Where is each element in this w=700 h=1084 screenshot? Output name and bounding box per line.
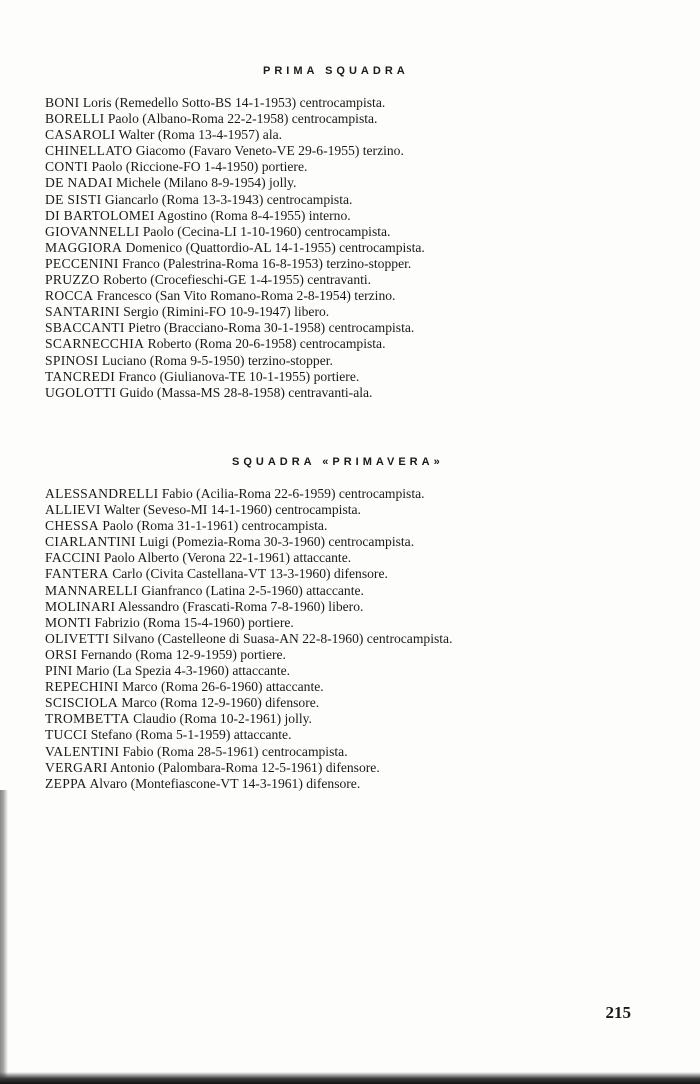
player-entry xyxy=(45,127,425,143)
player-entry xyxy=(45,272,425,288)
player-details: Francesco (San Vito Romano-Roma 2-8-1954) terzino. xyxy=(96,288,396,304)
player-details: Loris (Remedello Sotto-BS 14-1-1953) centrocampista. xyxy=(82,95,386,110)
player-details: Antonio (Palombara-Roma 12-5-1961) difensore. xyxy=(110,759,380,775)
player-surname: ROCCA xyxy=(45,288,94,304)
player-entry xyxy=(45,240,425,256)
player-entry xyxy=(45,776,452,792)
player-details: Sergio (Rimini-FO 10-9-1947) libero. xyxy=(123,304,330,320)
player-entry xyxy=(45,550,452,566)
player-surname: ALESSANDRELLI xyxy=(45,486,159,501)
player-entry xyxy=(45,679,452,695)
player-surname: CHINELLATO xyxy=(45,143,133,159)
player-surname: ORSI xyxy=(45,646,78,662)
player-surname: MANNARELLI xyxy=(45,582,138,598)
player-entry xyxy=(45,208,425,224)
player-entry xyxy=(45,566,452,582)
player-details: Carlo (Civita Castellana-VT 13-3-1960) difensore. xyxy=(112,566,388,582)
player-surname: MAGGIORA xyxy=(45,239,123,255)
player-entry xyxy=(45,175,425,191)
player-surname: MOLINARI xyxy=(45,598,116,614)
player-surname: PRUZZO xyxy=(45,272,100,288)
player-surname: MONTI xyxy=(45,614,92,630)
player-surname: SPINOSI xyxy=(45,352,99,368)
player-entry xyxy=(45,599,452,615)
player-entry xyxy=(45,192,425,208)
player-entry xyxy=(45,534,452,550)
scan-binding-shadow xyxy=(0,790,8,1084)
player-entry xyxy=(45,256,425,272)
player-surname: TROMBETTA xyxy=(45,711,130,727)
player-details: Pietro (Bracciano-Roma 30-1-1958) centrocampista. xyxy=(128,320,415,336)
player-surname: REPECHINI xyxy=(45,679,119,695)
player-surname: DE NADAI xyxy=(45,175,113,191)
player-surname: TUCCI xyxy=(45,727,88,743)
player-surname: CIARLANTINI xyxy=(45,534,136,550)
player-details: Paolo (Riccione-FO 1-4-1950) portiere. xyxy=(91,159,308,175)
player-entry xyxy=(45,744,452,760)
player-entry xyxy=(45,288,425,304)
player-entry xyxy=(45,353,425,369)
player-surname: DE SISTI xyxy=(45,191,102,207)
scan-bottom-edge xyxy=(0,1072,700,1084)
player-details: Marco (Roma 12-9-1960) difensore. xyxy=(121,695,320,711)
player-entry xyxy=(45,615,452,631)
player-surname: FANTERA xyxy=(45,566,109,582)
player-details: Paolo Alberto (Verona 22-1-1961) attaccante. xyxy=(103,550,352,566)
player-details: Franco (Giulianova-TE 10-1-1955) portiere. xyxy=(118,368,360,384)
player-details: Franco (Palestrina-Roma 16-8-1953) terzino-stopper. xyxy=(122,255,412,271)
player-surname: GIOVANNELLI xyxy=(45,223,140,239)
roster-squadra-primavera xyxy=(45,486,452,792)
player-details: Domenico (Quattordio-AL 14-1-1955) centrocampista. xyxy=(125,239,425,255)
player-entry xyxy=(45,304,425,320)
player-surname: BORELLI xyxy=(45,111,105,127)
section-heading-squadra-primavera: SQUADRA «PRIMAVERA» xyxy=(232,456,444,468)
player-entry xyxy=(45,336,425,352)
player-details: Michele (Milano 8-9-1954) jolly. xyxy=(116,175,297,191)
player-details: Marco (Roma 26-6-1960) attaccante. xyxy=(122,679,324,695)
player-entry xyxy=(45,320,425,336)
player-entry xyxy=(45,663,452,679)
player-details: Fernando (Roma 12-9-1959) portiere. xyxy=(80,646,286,662)
player-surname: SBACCANTI xyxy=(45,320,125,336)
player-entry xyxy=(45,224,425,240)
player-entry xyxy=(45,385,425,401)
player-details: Walter (Seveso-MI 14-1-1960) centrocampista. xyxy=(103,502,361,518)
player-entry xyxy=(45,369,425,385)
player-entry xyxy=(45,518,452,534)
player-surname: TANCREDI xyxy=(45,368,116,384)
player-surname: CHESSA xyxy=(45,518,99,534)
player-entry xyxy=(45,143,425,159)
player-details: Paolo (Roma 31-1-1961) centrocampista. xyxy=(102,518,328,534)
player-details: Agostino (Roma 8-4-1955) interno. xyxy=(157,207,351,223)
player-surname: CONTI xyxy=(45,159,89,175)
player-details: Luciano (Roma 9-5-1950) terzino-stopper. xyxy=(101,352,333,368)
player-details: Guido (Massa-MS 28-8-1958) centravanti-ala. xyxy=(119,384,373,400)
player-surname: VALENTINI xyxy=(45,743,120,759)
player-entry xyxy=(45,647,452,663)
player-details: Stefano (Roma 5-1-1959) attaccante. xyxy=(90,727,292,743)
player-details: Silvano (Castelleone di Suasa-AN 22-8-1960) centrocampista. xyxy=(112,630,453,646)
player-details: Walter (Roma 13-4-1957) ala. xyxy=(118,127,283,143)
player-surname: PECCENINI xyxy=(45,255,119,271)
player-entry xyxy=(45,486,452,502)
player-details: Fabio (Acilia-Roma 22-6-1959) centrocampista. xyxy=(161,486,425,501)
player-surname: OLIVETTI xyxy=(45,630,110,646)
player-entry xyxy=(45,502,452,518)
player-details: Mario (La Spezia 4-3-1960) attaccante. xyxy=(76,663,291,679)
player-entry xyxy=(45,111,425,127)
player-details: Fabrizio (Roma 15-4-1960) portiere. xyxy=(94,614,294,630)
player-details: Roberto (Roma 20-6-1958) centrocampista. xyxy=(147,336,386,352)
player-surname: CASAROLI xyxy=(45,127,116,143)
player-surname: PINI xyxy=(45,663,73,679)
player-surname: SCARNECCHIA xyxy=(45,336,145,352)
player-surname: ALLIEVI xyxy=(45,502,101,518)
player-entry xyxy=(45,95,425,111)
player-details: Fabio (Roma 28-5-1961) centrocampista. xyxy=(122,743,348,759)
player-surname: FACCINI xyxy=(45,550,101,566)
player-details: Giacomo (Favaro Veneto-VE 29-6-1955) terzino. xyxy=(135,143,404,159)
player-entry xyxy=(45,583,452,599)
player-details: Alessandro (Frascati-Roma 7-8-1960) libero. xyxy=(118,598,364,614)
player-surname: SCISCIOLA xyxy=(45,695,118,711)
player-details: Giancarlo (Roma 13-3-1943) centrocampista. xyxy=(104,191,353,207)
player-details: Paolo (Cecina-LI 1-10-1960) centrocampista. xyxy=(142,223,391,239)
player-surname: VERGARI xyxy=(45,759,108,775)
player-surname: ZEPPA xyxy=(45,775,87,791)
player-entry xyxy=(45,695,452,711)
player-details: Alvaro (Montefiascone-VT 14-3-1961) difensore. xyxy=(89,775,361,791)
player-surname: UGOLOTTI xyxy=(45,384,117,400)
player-surname: DI BARTOLOMEI xyxy=(45,207,155,223)
player-entry xyxy=(45,727,452,743)
player-entry xyxy=(45,159,425,175)
player-surname: BONI xyxy=(45,95,80,110)
roster-prima-squadra xyxy=(45,95,425,401)
player-details: Luigi (Pomezia-Roma 30-3-1960) centrocampista. xyxy=(139,534,415,550)
section-heading-prima-squadra: PRIMA SQUADRA xyxy=(263,65,409,77)
player-details: Gianfranco (Latina 2-5-1960) attaccante. xyxy=(141,582,364,598)
player-entry xyxy=(45,760,452,776)
player-details: Roberto (Crocefieschi-GE 1-4-1955) centravanti. xyxy=(103,272,372,288)
page-number: 215 xyxy=(605,1003,631,1022)
player-entry xyxy=(45,711,452,727)
player-details: Paolo (Albano-Roma 22-2-1958) centrocampista. xyxy=(107,111,378,127)
player-entry xyxy=(45,631,452,647)
player-details: Claudio (Roma 10-2-1961) jolly. xyxy=(133,711,312,727)
player-surname: SANTARINI xyxy=(45,304,120,320)
